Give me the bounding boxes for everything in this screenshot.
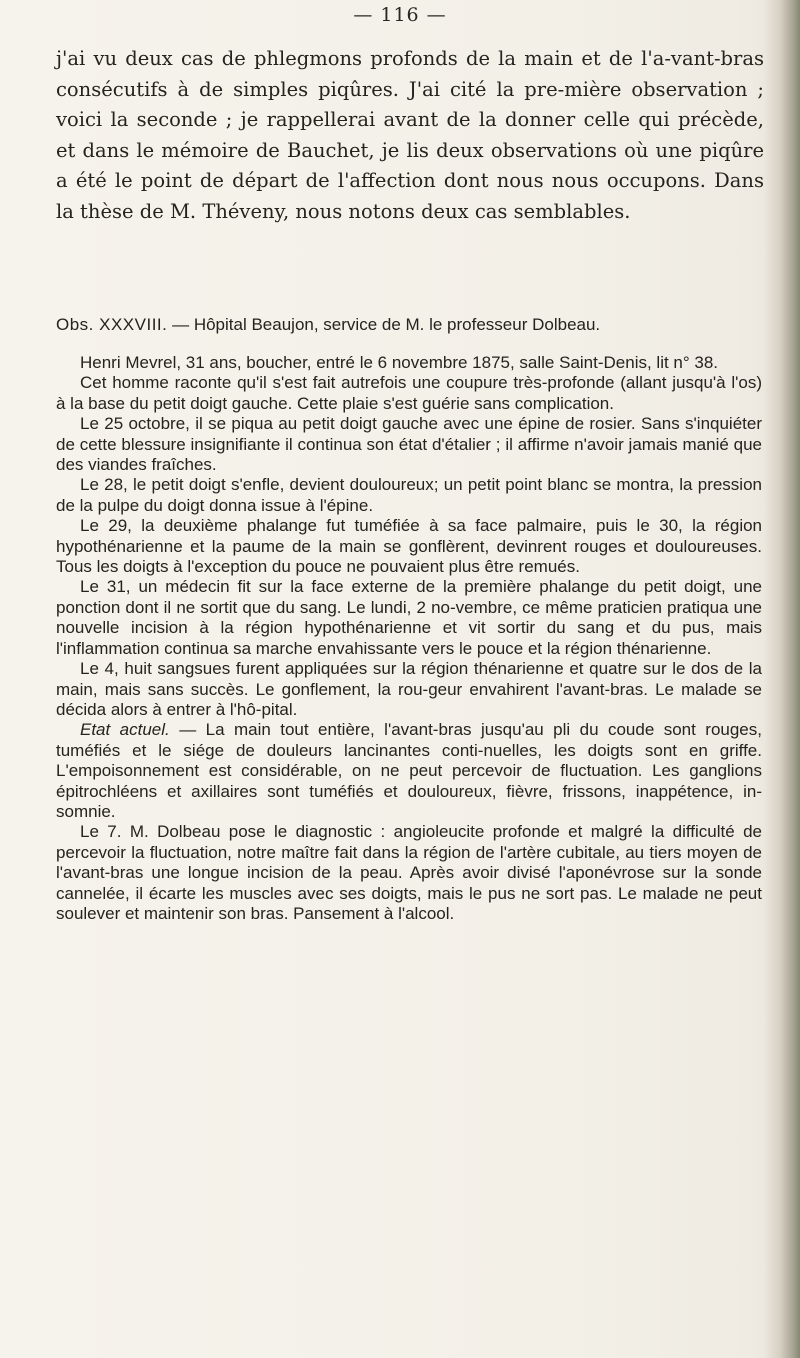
- etat-actuel-text: — La main tout entière, l'avant-bras jusqu'au pli du coude sont rouges, tuméfiés et le siége de douleurs lancinantes conti-nuelles, les doigts sont en griffe. L'empoisonnement est considérable, on ne peut percevoir de fluctuation. Les ganglions épitrochléens et axillaires sont tuméfiés et douloureux, fièvre, frissons, inappétence, in-somnie.: [56, 720, 762, 821]
- case-paragraph-oct-29: Le 29, la deuxième phalange fut tuméfiée à sa face palmaire, puis le 30, la région hypothénarienne et la paume de la main se gonflèrent, devinrent rouges et douloureuses. Tous les doigts à l'exception du pouce ne pouvaient plus être remués.: [56, 516, 762, 577]
- case-paragraph-history: Cet homme raconte qu'il s'est fait autrefois une coupure très-profonde (allant jusqu'à l'os) à la base du petit doigt gauche. Cette plaie s'est guérie sans complication.: [56, 373, 762, 413]
- observation-heading: [56, 314, 756, 336]
- page-number: — 116 —: [353, 4, 447, 26]
- observation-label: Obs. XXXVIII.: [56, 315, 168, 334]
- page-edge-shadow: [764, 0, 800, 1358]
- etat-actuel-label: Etat actuel.: [80, 720, 170, 740]
- case-paragraph-patient: Henri Mevrel, 31 ans, boucher, entré le 6 novembre 1875, salle Saint-Denis, lit n° 38.: [80, 353, 719, 372]
- case-paragraph-nov-4: Le 4, huit sangsues furent appliquées sur la région thénarienne et quatre sur le dos de la main, mais sans succès. Le gonflement, la rou-geur envahirent l'avant-bras. Le malade se décida alors à entrer à l'hô-pital.: [56, 659, 762, 719]
- case-paragraph-nov-7: Le 7. M. Dolbeau pose le diagnostic : angioleucite profonde et malgré la difficulté de percevoir la fluctuation, notre maître fait dans la région de l'artère cubitale, au tiers moyen de l'avant-bras une longue incision de la peau. Après avoir divisé l'aponévrose sur la sonde cannelée, il écarte les muscles avec ses doigts, mais le pus ne sort pas. Le malade ne peut soulever et maintenir son bras. Pansement à l'alcool.: [56, 822, 762, 923]
- case-report: [56, 353, 762, 924]
- case-paragraph-oct-28: Le 28, le petit doigt s'enfle, devient douloureux; un petit point blanc se montra, la pression de la pulpe du doigt donna issue à l'épine.: [56, 475, 762, 515]
- case-paragraph-oct-25: Le 25 octobre, il se piqua au petit doigt gauche avec une épine de rosier. Sans s'inquiéter de cette blessure insignifiante il continua son état d'étalier ; il affirme n'avoir jamais manié que des viandes fraîches.: [56, 414, 762, 475]
- observation-title: — Hôpital Beaujon, service de M. le professeur Dolbeau.: [167, 315, 601, 334]
- case-paragraph-oct-31: Le 31, un médecin fit sur la face externe de la première phalange du petit doigt, une ponction dont il ne sortit que du sang. Le lundi, 2 no-vembre, ce même praticien pratiqua une nouvelle incision à la région hypothénarienne et vit sortir du sang et du pus, mais l'inflammation continua sa marche envahissante vers le pouce et la région thénarienne.: [56, 577, 762, 658]
- intro-paragraph: j'ai vu deux cas de phlegmons profonds de la main et de l'a-vant-bras consécutifs à de simples piqûres. J'ai cité la pre-mière observation ; voici la seconde ; je rappellerai avant de la donner celle qui précède, et dans le mémoire de Bauchet, je lis deux observations où une piqûre a été le point de départ de l'affection dont nous nous occupons. Dans la thèse de M. Théveny, nous notons deux cas semblables.: [56, 47, 764, 223]
- case-paragraph-etat-actuel: [56, 720, 762, 822]
